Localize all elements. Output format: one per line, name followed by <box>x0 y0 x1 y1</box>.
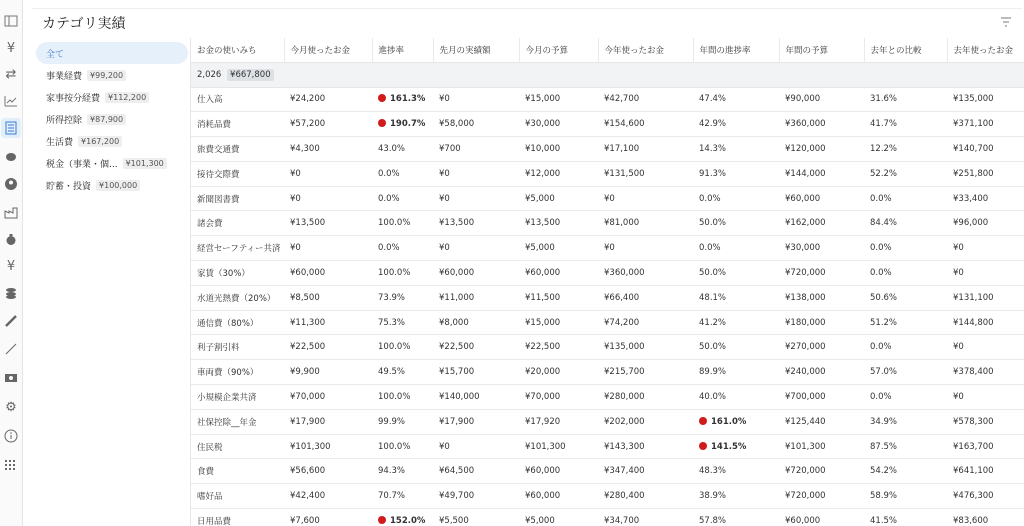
summary-year: 2,026 <box>197 69 222 80</box>
table-cell: ¥33,400 <box>947 186 1024 211</box>
table-row[interactable] <box>191 137 1024 162</box>
table-cell: 社保控除__年金 <box>191 409 284 434</box>
category-amount: ¥101,300 <box>123 158 167 169</box>
table-cell: ¥101,300 <box>779 434 864 459</box>
table-cell: ¥360,000 <box>598 261 693 286</box>
table-cell: 41.7% <box>864 112 947 137</box>
summary-row[interactable] <box>191 62 1024 87</box>
table-row[interactable] <box>191 409 1024 434</box>
table-cell: 通信費（80%） <box>191 310 284 335</box>
table-row[interactable] <box>191 186 1024 211</box>
table-cell: 100.0% <box>372 261 433 286</box>
table-cell: ¥42,700 <box>598 87 693 112</box>
table-cell: 100.0% <box>372 211 433 236</box>
table-cell: ¥5,000 <box>519 509 598 526</box>
table-cell: 70.7% <box>372 484 433 509</box>
category-item[interactable] <box>36 108 188 130</box>
category-label: 生活費 <box>46 137 74 148</box>
table-cell: ¥720,000 <box>779 261 864 286</box>
table-header-row <box>191 38 1024 62</box>
over-budget-value: 190.7% <box>390 119 426 130</box>
table-cell <box>693 409 779 434</box>
category-item[interactable] <box>36 152 188 174</box>
table-cell: ¥9,900 <box>284 360 372 385</box>
table-row[interactable] <box>191 211 1024 236</box>
table-cell: 嗜好品 <box>191 484 284 509</box>
table-cell: ¥0 <box>947 385 1024 410</box>
table-cell: ¥13,500 <box>284 211 372 236</box>
table-cell: ¥7,600 <box>284 509 372 526</box>
table-cell: ¥60,000 <box>433 261 519 286</box>
money-bag-icon[interactable] <box>1 229 21 249</box>
summary-total: ¥667,800 <box>227 69 274 81</box>
over-budget-value: 161.0% <box>711 416 747 427</box>
table-cell: ¥143,300 <box>598 434 693 459</box>
table-cell: ¥162,000 <box>779 211 864 236</box>
category-label: 貯蓄・投資 <box>46 181 92 192</box>
table-cell: 旅費交通費 <box>191 137 284 162</box>
column-header[interactable]: 進捗率 <box>372 38 433 62</box>
table-cell: 0.0% <box>372 236 433 261</box>
table-cell: ¥70,000 <box>284 385 372 410</box>
table-cell: ¥101,300 <box>519 434 598 459</box>
table-cell: ¥56,600 <box>284 459 372 484</box>
table-cell: ¥81,000 <box>598 211 693 236</box>
over-budget-indicator <box>699 417 707 425</box>
table-cell: 利子割引料 <box>191 335 284 360</box>
table-row[interactable] <box>191 360 1024 385</box>
yen-alt-icon[interactable]: ¥ <box>6 258 16 274</box>
table-cell: ¥17,900 <box>284 409 372 434</box>
table-cell: 0.0% <box>372 161 433 186</box>
table-cell: ¥15,000 <box>519 87 598 112</box>
category-label: 事業経費 <box>46 71 83 82</box>
table-cell: 家賃（30%） <box>191 261 284 286</box>
table-cell: 40.0% <box>693 385 779 410</box>
table-cell: ¥5,000 <box>519 186 598 211</box>
table-cell: ¥180,000 <box>779 310 864 335</box>
table-cell: 41.2% <box>693 310 779 335</box>
column-header[interactable]: 今月使ったお金 <box>284 38 372 62</box>
table-cell: ¥202,000 <box>598 409 693 434</box>
table-cell: ¥49,700 <box>433 484 519 509</box>
table-cell: ¥11,000 <box>433 285 519 310</box>
table-cell: 52.2% <box>864 161 947 186</box>
table-cell: ¥144,000 <box>779 161 864 186</box>
table-cell: ¥0 <box>433 161 519 186</box>
table-cell: 日用品費 <box>191 509 284 526</box>
table-row[interactable] <box>191 236 1024 261</box>
table-row[interactable] <box>191 285 1024 310</box>
table-cell: ¥11,500 <box>519 285 598 310</box>
table-cell: ¥720,000 <box>779 484 864 509</box>
table-cell: 73.9% <box>372 285 433 310</box>
chart-icon[interactable] <box>1 91 21 111</box>
table-cell: ¥22,500 <box>433 335 519 360</box>
category-item[interactable] <box>36 174 188 196</box>
table-cell: 新聞図書費 <box>191 186 284 211</box>
table-cell: ¥34,700 <box>598 509 693 526</box>
table-cell: 0.0% <box>693 236 779 261</box>
category-item[interactable] <box>36 42 188 64</box>
table-cell: ¥60,000 <box>519 484 598 509</box>
table-cell: ¥131,100 <box>947 285 1024 310</box>
column-header[interactable]: 去年との比較 <box>864 38 947 62</box>
table-cell: 41.5% <box>864 509 947 526</box>
table-cell: ¥120,000 <box>779 137 864 162</box>
over-budget-indicator <box>378 119 386 127</box>
table-cell: ¥60,000 <box>779 509 864 526</box>
table-cell: ¥96,000 <box>947 211 1024 236</box>
gear-icon[interactable]: ⚙ <box>5 399 17 415</box>
table-cell: ¥0 <box>947 261 1024 286</box>
table-cell: ¥42,400 <box>284 484 372 509</box>
table-cell: ¥4,300 <box>284 137 372 162</box>
table-cell <box>372 509 433 526</box>
table-cell: ¥135,000 <box>598 335 693 360</box>
table-cell: 経営セーフティー共済 <box>191 236 284 261</box>
table-cell: 100.0% <box>372 385 433 410</box>
table-cell: 31.6% <box>864 87 947 112</box>
table-cell: 0.0% <box>693 186 779 211</box>
table-cell: ¥270,000 <box>779 335 864 360</box>
table-cell: ¥215,700 <box>598 360 693 385</box>
table-cell: ¥280,400 <box>598 484 693 509</box>
table-cell: ¥360,000 <box>779 112 864 137</box>
table-cell: ¥0 <box>284 161 372 186</box>
table-cell: 49.5% <box>372 360 433 385</box>
pen-icon[interactable] <box>1 311 21 331</box>
table-row[interactable] <box>191 335 1024 360</box>
table-cell: 住民税 <box>191 434 284 459</box>
table-cell: ¥30,000 <box>779 236 864 261</box>
table-cell: 100.0% <box>372 335 433 360</box>
table-cell: 47.4% <box>693 87 779 112</box>
table-cell: 消耗品費 <box>191 112 284 137</box>
table-row[interactable] <box>191 261 1024 286</box>
table-cell: ¥64,500 <box>433 459 519 484</box>
table-cell: 食費 <box>191 459 284 484</box>
table-cell: ¥74,200 <box>598 310 693 335</box>
table-cell: 54.2% <box>864 459 947 484</box>
grid-icon[interactable] <box>1 11 21 31</box>
category-item[interactable] <box>36 130 188 152</box>
top-bar <box>32 8 1022 34</box>
category-table <box>190 38 1024 526</box>
category-label: 全て <box>46 49 65 60</box>
table-cell: ¥70,000 <box>519 385 598 410</box>
table-cell: ¥144,800 <box>947 310 1024 335</box>
table-cell: ¥101,300 <box>284 434 372 459</box>
table-cell: ¥720,000 <box>779 459 864 484</box>
table-cell: 0.0% <box>864 236 947 261</box>
table-cell: 89.9% <box>693 360 779 385</box>
over-budget-value: 141.5% <box>711 441 747 452</box>
table-row[interactable] <box>191 484 1024 509</box>
table-cell: 水道光熱費（20%） <box>191 285 284 310</box>
table-cell: ¥131,500 <box>598 161 693 186</box>
table-cell: ¥240,000 <box>779 360 864 385</box>
table-cell: ¥13,500 <box>519 211 598 236</box>
column-header[interactable]: 今月の予算 <box>519 38 598 62</box>
table-cell: 接待交際費 <box>191 161 284 186</box>
table-cell: ¥66,400 <box>598 285 693 310</box>
table-cell: ¥163,700 <box>947 434 1024 459</box>
table-cell: ¥0 <box>433 434 519 459</box>
category-amount: ¥167,200 <box>78 136 122 147</box>
table-cell: 0.0% <box>864 261 947 286</box>
over-budget-indicator <box>699 442 707 450</box>
table-row[interactable] <box>191 310 1024 335</box>
apps-icon[interactable] <box>1 456 21 476</box>
table-cell: ¥125,440 <box>779 409 864 434</box>
table-cell: 34.9% <box>864 409 947 434</box>
table-cell: ¥12,000 <box>519 161 598 186</box>
table-cell: ¥138,000 <box>779 285 864 310</box>
table-cell: ¥8,000 <box>433 310 519 335</box>
table-cell: ¥378,400 <box>947 360 1024 385</box>
table-cell: ¥22,500 <box>284 335 372 360</box>
table-cell: 42.9% <box>693 112 779 137</box>
table-row[interactable] <box>191 87 1024 112</box>
category-list <box>36 42 188 196</box>
table-cell: ¥15,700 <box>433 360 519 385</box>
column-header[interactable]: 去年使ったお金 <box>947 38 1024 62</box>
column-header[interactable]: 年間の予算 <box>779 38 864 62</box>
account-icon[interactable] <box>1 174 21 194</box>
table-cell: 84.4% <box>864 211 947 236</box>
nav-rail <box>0 0 23 526</box>
table-cell: 50.6% <box>864 285 947 310</box>
table-cell: ¥0 <box>947 335 1024 360</box>
table-cell: ¥20,000 <box>519 360 598 385</box>
table-cell: ¥0 <box>284 186 372 211</box>
table-cell: 12.2% <box>864 137 947 162</box>
table-cell: 58.9% <box>864 484 947 509</box>
table-cell: 14.3% <box>693 137 779 162</box>
table-cell: ¥140,000 <box>433 385 519 410</box>
table-cell: ¥476,300 <box>947 484 1024 509</box>
table-cell: ¥347,400 <box>598 459 693 484</box>
table-cell: ¥15,000 <box>519 310 598 335</box>
table-cell: ¥60,000 <box>779 186 864 211</box>
table-cell: ¥13,500 <box>433 211 519 236</box>
table-cell: ¥0 <box>433 186 519 211</box>
table-cell: 57.0% <box>864 360 947 385</box>
category-label: 所得控除 <box>46 115 83 126</box>
category-amount: ¥99,200 <box>87 70 126 81</box>
table-cell: ¥700 <box>433 137 519 162</box>
coins-icon[interactable] <box>1 283 21 303</box>
table-cell: ¥11,300 <box>284 310 372 335</box>
table-cell: ¥8,500 <box>284 285 372 310</box>
category-label: 税金（事業・個... <box>46 159 118 170</box>
table-cell: 50.0% <box>693 211 779 236</box>
table-cell: ¥251,800 <box>947 161 1024 186</box>
piggy-bank-icon[interactable] <box>1 146 21 166</box>
category-amount: ¥100,000 <box>96 180 140 191</box>
table-cell: ¥371,100 <box>947 112 1024 137</box>
table-row[interactable] <box>191 509 1024 526</box>
category-item[interactable] <box>36 64 188 86</box>
info-icon[interactable] <box>1 426 21 446</box>
table-cell: ¥0 <box>598 186 693 211</box>
factory-icon[interactable] <box>1 202 21 222</box>
table-cell: ¥83,600 <box>947 509 1024 526</box>
over-budget-value: 152.0% <box>390 515 426 526</box>
main-area <box>24 0 1024 526</box>
table-cell: 仕入高 <box>191 87 284 112</box>
filter-icon[interactable] <box>1000 17 1012 27</box>
table-row[interactable] <box>191 112 1024 137</box>
table-cell: ¥17,100 <box>598 137 693 162</box>
table-cell: ¥135,000 <box>947 87 1024 112</box>
over-budget-indicator <box>378 94 386 102</box>
table-cell: 0.0% <box>864 335 947 360</box>
pencil-icon[interactable] <box>1 339 21 359</box>
page-title: カテゴリ実績 <box>42 16 126 32</box>
table-cell: 99.9% <box>372 409 433 434</box>
table-cell: 48.3% <box>693 459 779 484</box>
table-cell: ¥60,000 <box>519 459 598 484</box>
table-cell: 48.1% <box>693 285 779 310</box>
category-item[interactable] <box>36 86 188 108</box>
table-cell: ¥24,200 <box>284 87 372 112</box>
table-cell: 0.0% <box>864 186 947 211</box>
table-cell: ¥57,200 <box>284 112 372 137</box>
table-cell: ¥5,500 <box>433 509 519 526</box>
table-cell <box>372 87 433 112</box>
ledger-icon[interactable] <box>1 118 21 138</box>
table-cell: 94.3% <box>372 459 433 484</box>
table-cell: ¥578,300 <box>947 409 1024 434</box>
table-cell: ¥140,700 <box>947 137 1024 162</box>
table-cell: ¥22,500 <box>519 335 598 360</box>
table-row[interactable] <box>191 385 1024 410</box>
table-cell: 50.0% <box>693 335 779 360</box>
table-cell: ¥0 <box>433 236 519 261</box>
table-cell: ¥10,000 <box>519 137 598 162</box>
table-cell: 諸会費 <box>191 211 284 236</box>
over-budget-value: 161.3% <box>390 94 426 105</box>
table-cell: 91.3% <box>693 161 779 186</box>
table-row[interactable] <box>191 459 1024 484</box>
table-cell: ¥58,000 <box>433 112 519 137</box>
table-cell: ¥5,000 <box>519 236 598 261</box>
yen-icon[interactable]: ¥ <box>6 40 16 56</box>
table-row[interactable] <box>191 161 1024 186</box>
table-cell: ¥17,920 <box>519 409 598 434</box>
over-budget-indicator <box>378 516 386 524</box>
table-cell: ¥0 <box>947 236 1024 261</box>
table-cell: 87.5% <box>864 434 947 459</box>
table-cell <box>693 434 779 459</box>
table-cell: ¥17,900 <box>433 409 519 434</box>
table-cell: ¥60,000 <box>519 261 598 286</box>
table-cell <box>372 112 433 137</box>
table-cell: 100.0% <box>372 434 433 459</box>
category-amount: ¥112,200 <box>105 92 149 103</box>
table-cell: 小規模企業共済 <box>191 385 284 410</box>
category-label: 家事按分経費 <box>46 93 101 104</box>
column-header[interactable]: お金の使いみち <box>191 38 284 62</box>
table-cell: ¥280,000 <box>598 385 693 410</box>
column-header[interactable]: 先月の実績額 <box>433 38 519 62</box>
table-cell: 51.2% <box>864 310 947 335</box>
table-cell: ¥30,000 <box>519 112 598 137</box>
column-header[interactable]: 年間の進捗率 <box>693 38 779 62</box>
transfer-icon[interactable]: ⇄ <box>5 66 17 82</box>
table-cell: 50.0% <box>693 261 779 286</box>
table-cell: 0.0% <box>864 385 947 410</box>
table-cell: 0.0% <box>372 186 433 211</box>
table-cell: ¥154,600 <box>598 112 693 137</box>
table-cell: 38.9% <box>693 484 779 509</box>
table-cell: 75.3% <box>372 310 433 335</box>
category-amount: ¥87,900 <box>87 114 126 125</box>
table-cell: ¥0 <box>284 236 372 261</box>
table-cell: 43.0% <box>372 137 433 162</box>
table-cell: ¥90,000 <box>779 87 864 112</box>
table-cell: ¥641,100 <box>947 459 1024 484</box>
table-cell: ¥700,000 <box>779 385 864 410</box>
table-row[interactable] <box>191 434 1024 459</box>
table-cell: ¥60,000 <box>284 261 372 286</box>
column-header[interactable]: 今年使ったお金 <box>598 38 693 62</box>
table-cell: ¥0 <box>598 236 693 261</box>
table-cell: ¥0 <box>433 87 519 112</box>
table-cell: 57.8% <box>693 509 779 526</box>
cash-icon[interactable] <box>1 368 21 388</box>
table-cell: 車両費（90%） <box>191 360 284 385</box>
